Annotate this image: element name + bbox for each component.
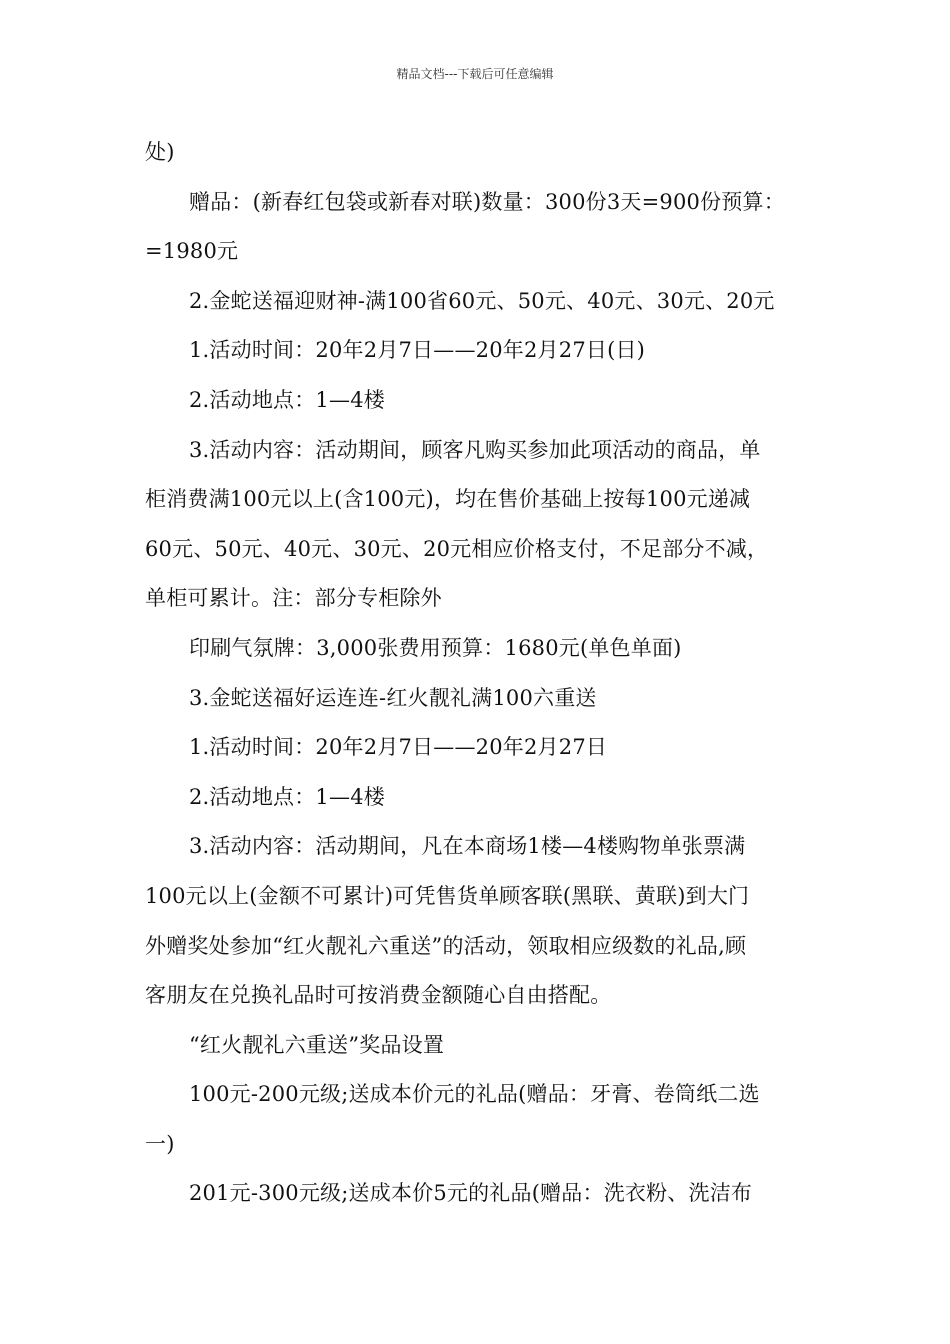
text-line: 赠品：(新春红包袋或新春对联)数量：300份3天=900份预算： <box>189 189 785 214</box>
text-line: 201元-300元级;送成本价5元的礼品(赠品：洗衣粉、洗洁布 <box>189 1181 753 1206</box>
text-line: 3.活动内容：活动期间，凡在本商场1楼—4楼购物单张票满 <box>189 834 746 859</box>
text-line: 印刷气氛牌：3,000张费用预算：1680元(单色单面) <box>189 635 682 660</box>
text-line: 1.活动时间：20年2月7日——20年2月27日(日) <box>189 338 646 363</box>
text-line: 2.活动地点：1—4楼 <box>189 784 385 809</box>
text-line: 客朋友在兑换礼品时可按消费金额随心自由搭配。 <box>145 983 612 1008</box>
text-line: “红火靓礼六重送”奖品设置 <box>189 1032 445 1057</box>
text-line: 柜消费满100元以上(含100元)，均在售价基础上按每100元递减 <box>145 487 751 512</box>
text-line: 1.活动时间：20年2月7日——20年2月27日 <box>189 735 608 760</box>
text-line: 2.活动地点：1—4楼 <box>189 387 385 412</box>
text-line: 3.活动内容：活动期间，顾客凡购买参加此项活动的商品，单 <box>189 437 761 462</box>
text-line: 100元以上(金额不可累计)可凭售货单顾客联(黑联、黄联)到大门 <box>145 883 750 908</box>
text-line: 2.金蛇送福迎财神-满100省60元、50元、40元、30元、20元 <box>189 288 775 313</box>
text-line: 一) <box>145 1131 175 1156</box>
text-line: 3.金蛇送福好运连连-红火靓礼满100六重送 <box>189 685 597 710</box>
text-line: 100元-200元级;送成本价元的礼品(赠品：牙膏、卷筒纸二选 <box>189 1082 760 1107</box>
page-header: 精品文档---下载后可任意编辑 <box>396 67 554 81</box>
document-body <box>145 128 810 1219</box>
text-line: 60元、50元、40元、30元、20元相应价格支付，不足部分不减， <box>145 536 769 561</box>
text-line: 外赠奖处参加“红火靓礼六重送”的活动，领取相应级数的礼品,顾 <box>145 933 747 958</box>
text-line: 处) <box>145 140 175 164</box>
text-line: 单柜可累计。注：部分专柜除外 <box>145 586 442 611</box>
text-line: =1980元 <box>145 239 239 264</box>
